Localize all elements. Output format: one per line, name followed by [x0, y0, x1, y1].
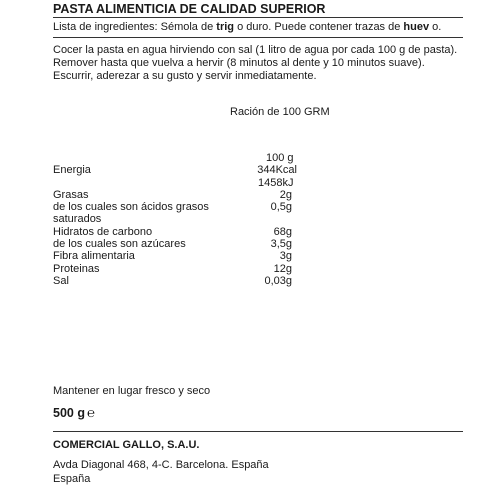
divider [53, 17, 463, 18]
company-name: COMERCIAL GALLO, S.A.U. [53, 439, 200, 451]
nutrition-row: de los cuales son ácidos grasos 0,5g [53, 201, 292, 214]
nutrition-row: 100 g [266, 152, 294, 164]
allergen-wheat: trig [216, 21, 235, 33]
allergen-egg: huev [403, 21, 430, 33]
product-label [53, 0, 463, 500]
net-weight: 500 g ℮ [53, 405, 95, 420]
company-address: Avda Diagonal 468, 4-C. Barcelona. España España [53, 459, 269, 485]
instruction-line: Remover hasta que vuelva a hervir (8 minutos al dente y 10 minutos suave). [53, 57, 425, 69]
nutrition-row: de los cuales son azúcares 3,5g [53, 238, 292, 251]
nutrition-row: Fibra alimentaria 3g [53, 250, 292, 263]
portion-label: Ración de 100 GRM [230, 106, 330, 118]
storage-instructions: Mantener en lugar fresco y seco [53, 385, 211, 397]
cooking-instructions [53, 44, 457, 83]
nutrition-row: Grasas 2g [53, 188, 292, 201]
divider [53, 431, 463, 432]
ingredients-list: Lista de ingredientes: Sémola de trig o duro. Puede contener trazas de huev o. [53, 21, 442, 33]
nutrition-row: Hidratos de carbono 68g [53, 225, 292, 238]
divider [53, 37, 463, 38]
nutrition-row: Energia 344Kcal [53, 164, 297, 177]
nutrition-row: Sal 0,03g [53, 274, 292, 287]
instruction-line: Cocer la pasta en agua hirviendo con sal (1 litro de agua por cada 100 g de pasta). [53, 44, 458, 56]
product-title: PASTA ALIMENTICIA DE CALIDAD SUPERIOR [53, 2, 326, 16]
nutrition-table [53, 152, 353, 287]
nutrition-row: Proteinas 12g [53, 262, 292, 275]
instruction-line: Escurrir, aderezar a su gusto y servir inmediatamente. [53, 70, 317, 82]
estimated-sign-icon: ℮ [86, 405, 95, 420]
nutrition-row: 1458kJ [258, 176, 294, 189]
nutrition-row: saturados [53, 213, 102, 226]
